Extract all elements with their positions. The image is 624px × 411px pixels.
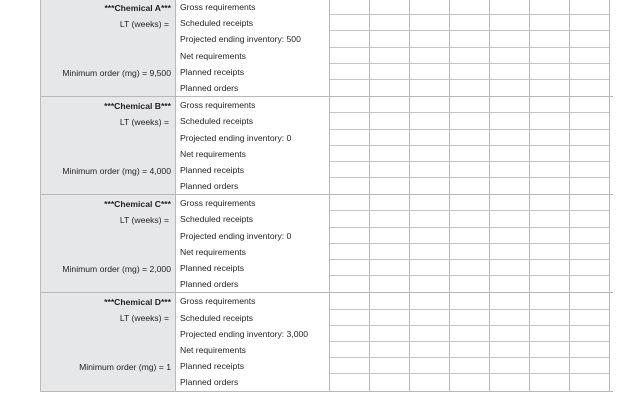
week-cell[interactable] [490, 130, 530, 146]
week-cell[interactable] [530, 146, 570, 162]
week-cell[interactable] [450, 113, 490, 129]
chemical-name: ***Chemical D*** [104, 297, 171, 308]
week-cell[interactable] [530, 293, 570, 309]
row-label: Gross requirements [176, 293, 330, 309]
week-cell[interactable] [370, 228, 410, 244]
week-cell[interactable] [450, 31, 490, 47]
week-cell[interactable] [410, 130, 450, 146]
lead-time-label: LT (weeks) = [119, 19, 169, 29]
week-cell[interactable] [570, 326, 610, 342]
week-cell[interactable] [490, 178, 530, 194]
week-cell[interactable] [410, 80, 450, 96]
week-cell[interactable] [330, 130, 370, 146]
week-cell[interactable] [570, 293, 610, 309]
mrp-worksheet [40, 0, 613, 392]
week-cell[interactable] [450, 146, 490, 162]
week-cell[interactable] [410, 358, 450, 374]
week-cell[interactable] [370, 130, 410, 146]
chemical-block-a [40, 0, 613, 97]
week-cell[interactable] [410, 374, 450, 390]
week-cell[interactable] [450, 342, 490, 358]
mrp-row [176, 228, 613, 244]
week-cell[interactable] [370, 162, 410, 178]
row-label: Projected ending inventory: 0 [176, 228, 330, 244]
mrp-row [176, 211, 613, 227]
week-cell[interactable] [450, 80, 490, 96]
week-cell[interactable] [570, 342, 610, 358]
week-cell[interactable] [330, 80, 370, 96]
row-label: Projected ending inventory: 500 [176, 31, 330, 47]
week-cell[interactable] [450, 228, 490, 244]
week-cell[interactable] [450, 260, 490, 276]
chemical-info-c [40, 195, 176, 292]
row-label: Planned receipts [176, 64, 330, 80]
minimum-order-label: Minimum order (mg) = 4,000 [62, 166, 171, 177]
week-cell[interactable] [410, 162, 450, 178]
week-cell[interactable] [490, 162, 530, 178]
week-cell[interactable] [490, 228, 530, 244]
week-cell[interactable] [370, 64, 410, 80]
week-cell[interactable] [530, 162, 570, 178]
week-cell[interactable] [370, 48, 410, 64]
week-cell[interactable] [450, 276, 490, 292]
week-cell[interactable] [370, 0, 410, 15]
week-cell[interactable] [450, 374, 490, 390]
week-cell[interactable] [490, 31, 530, 47]
week-cell[interactable] [410, 211, 450, 227]
mrp-rows [176, 0, 613, 96]
week-cell[interactable] [330, 162, 370, 178]
mrp-row [176, 358, 613, 374]
row-label: Scheduled receipts [176, 211, 330, 227]
row-label: Planned orders [176, 178, 330, 194]
mrp-row [176, 276, 613, 292]
row-label: Planned receipts [176, 162, 330, 178]
week-cell[interactable] [330, 211, 370, 227]
lead-time-label: LT (weeks) = [119, 117, 169, 128]
week-cell[interactable] [370, 80, 410, 96]
week-cell[interactable] [450, 162, 490, 178]
minimum-order-label: Minimum order (mg) = 2,000 [62, 264, 171, 275]
week-cell[interactable] [410, 64, 450, 80]
week-cell[interactable] [490, 374, 530, 390]
week-cell[interactable] [490, 0, 530, 15]
week-cell[interactable] [530, 15, 570, 31]
week-cell[interactable] [410, 15, 450, 31]
week-cell[interactable] [330, 326, 370, 342]
week-cell[interactable] [530, 178, 570, 194]
week-cell[interactable] [330, 310, 370, 326]
week-cell[interactable] [450, 326, 490, 342]
week-cell[interactable] [370, 178, 410, 194]
week-cell[interactable] [450, 310, 490, 326]
mrp-row [176, 195, 613, 211]
week-cell[interactable] [530, 228, 570, 244]
week-cell[interactable] [490, 97, 530, 113]
week-cell[interactable] [570, 211, 610, 227]
week-cell[interactable] [570, 146, 610, 162]
mrp-row [176, 48, 613, 64]
week-cell[interactable] [370, 260, 410, 276]
row-label: Planned receipts [176, 358, 330, 374]
minimum-order-label: Minimum order (mg) = 1 [79, 362, 171, 373]
week-cell[interactable] [530, 195, 570, 211]
week-cell[interactable] [530, 113, 570, 129]
mrp-row [176, 113, 613, 129]
week-cell[interactable] [330, 64, 370, 80]
week-cell[interactable] [370, 15, 410, 31]
chemical-block-c [40, 195, 613, 293]
week-cell[interactable] [570, 228, 610, 244]
week-cell[interactable] [570, 260, 610, 276]
week-cell[interactable] [570, 358, 610, 374]
week-cell[interactable] [450, 97, 490, 113]
mrp-row [176, 130, 613, 146]
row-label: Scheduled receipts [176, 113, 330, 129]
week-cell[interactable] [370, 113, 410, 129]
week-cell[interactable] [450, 15, 490, 31]
week-cell[interactable] [530, 80, 570, 96]
week-cell[interactable] [530, 342, 570, 358]
mrp-row [176, 31, 613, 47]
week-cell[interactable] [330, 358, 370, 374]
week-cell[interactable] [450, 130, 490, 146]
week-cell[interactable] [330, 97, 370, 113]
week-cell[interactable] [330, 342, 370, 358]
row-label: Planned orders [176, 374, 330, 390]
week-cell[interactable] [330, 244, 370, 260]
row-label: Scheduled receipts [176, 15, 330, 31]
week-cell[interactable] [570, 195, 610, 211]
week-cell[interactable] [490, 211, 530, 227]
mrp-row [176, 146, 613, 162]
week-cell[interactable] [410, 48, 450, 64]
mrp-row [176, 97, 613, 113]
week-cell[interactable] [410, 260, 450, 276]
week-cell[interactable] [410, 276, 450, 292]
chemical-info-b [40, 97, 176, 194]
week-cell[interactable] [330, 113, 370, 129]
mrp-row [176, 310, 613, 326]
chemical-name: ***Chemical B*** [104, 101, 171, 112]
row-label: Gross requirements [176, 0, 330, 15]
mrp-rows [176, 97, 613, 194]
week-cell[interactable] [490, 80, 530, 96]
week-cell[interactable] [490, 15, 530, 31]
week-cell[interactable] [330, 48, 370, 64]
week-cell[interactable] [450, 0, 490, 15]
lead-time-label: LT (weeks) = [119, 313, 169, 324]
week-cell[interactable] [570, 80, 610, 96]
row-label: Projected ending inventory: 0 [176, 130, 330, 146]
mrp-rows [176, 195, 613, 292]
week-cell[interactable] [490, 244, 530, 260]
week-cell[interactable] [570, 113, 610, 129]
week-cell[interactable] [570, 97, 610, 113]
mrp-row [176, 64, 613, 80]
week-cell[interactable] [490, 260, 530, 276]
mrp-row [176, 162, 613, 178]
week-cell[interactable] [330, 374, 370, 390]
week-cell[interactable] [530, 244, 570, 260]
week-cell[interactable] [370, 244, 410, 260]
week-cell[interactable] [490, 113, 530, 129]
mrp-row [176, 260, 613, 276]
mrp-row [176, 293, 613, 309]
row-label: Net requirements [176, 342, 330, 358]
week-cell[interactable] [330, 146, 370, 162]
week-cell[interactable] [530, 64, 570, 80]
week-cell[interactable] [370, 293, 410, 309]
week-cell[interactable] [490, 293, 530, 309]
week-cell[interactable] [410, 293, 450, 309]
week-cell[interactable] [490, 48, 530, 64]
week-cell[interactable] [530, 31, 570, 47]
row-label: Planned orders [176, 276, 330, 292]
week-cell[interactable] [530, 326, 570, 342]
chemical-block-d [40, 293, 613, 391]
row-label: Projected ending inventory: 3,000 [176, 326, 330, 342]
row-label: Planned orders [176, 80, 330, 96]
mrp-row [176, 342, 613, 358]
row-label: Net requirements [176, 146, 330, 162]
week-cell[interactable] [330, 293, 370, 309]
mrp-row [176, 0, 613, 15]
mrp-row [176, 15, 613, 31]
week-cell[interactable] [530, 260, 570, 276]
week-cell[interactable] [370, 31, 410, 47]
week-cell[interactable] [570, 48, 610, 64]
week-cell[interactable] [450, 211, 490, 227]
week-cell[interactable] [370, 326, 410, 342]
week-cell[interactable] [370, 146, 410, 162]
mrp-row [176, 80, 613, 96]
week-cell[interactable] [570, 244, 610, 260]
week-cell[interactable] [410, 310, 450, 326]
week-cell[interactable] [490, 326, 530, 342]
week-cell[interactable] [530, 211, 570, 227]
mrp-row [176, 244, 613, 260]
week-cell[interactable] [330, 260, 370, 276]
week-cell[interactable] [330, 15, 370, 31]
week-cell[interactable] [410, 228, 450, 244]
week-cell[interactable] [490, 342, 530, 358]
mrp-row [176, 326, 613, 342]
week-cell[interactable] [490, 64, 530, 80]
week-cell[interactable] [370, 374, 410, 390]
week-cell[interactable] [370, 195, 410, 211]
mrp-rows [176, 293, 613, 390]
week-cell[interactable] [410, 0, 450, 15]
week-cell[interactable] [570, 31, 610, 47]
week-cell[interactable] [450, 64, 490, 80]
week-cell[interactable] [570, 130, 610, 146]
week-cell[interactable] [370, 342, 410, 358]
week-cell[interactable] [330, 178, 370, 194]
chemical-info-d [40, 293, 176, 390]
week-cell[interactable] [570, 162, 610, 178]
week-cell[interactable] [490, 310, 530, 326]
minimum-order-label: Minimum order (mg) = 9,500 [62, 68, 171, 78]
week-cell[interactable] [530, 130, 570, 146]
week-cell[interactable] [490, 195, 530, 211]
week-cell[interactable] [570, 64, 610, 80]
mrp-row [176, 374, 613, 390]
week-cell[interactable] [450, 178, 490, 194]
week-cell[interactable] [530, 374, 570, 390]
week-cell[interactable] [410, 342, 450, 358]
week-cell[interactable] [410, 97, 450, 113]
week-cell[interactable] [530, 97, 570, 113]
lead-time-label: LT (weeks) = [119, 215, 169, 226]
week-cell[interactable] [330, 276, 370, 292]
week-cell[interactable] [530, 48, 570, 64]
week-cell[interactable] [530, 310, 570, 326]
week-cell[interactable] [370, 97, 410, 113]
row-label: Gross requirements [176, 195, 330, 211]
week-cell[interactable] [410, 178, 450, 194]
week-cell[interactable] [410, 244, 450, 260]
week-cell[interactable] [410, 146, 450, 162]
week-cell[interactable] [370, 211, 410, 227]
chemical-name: ***Chemical A*** [104, 3, 171, 13]
week-cell[interactable] [530, 358, 570, 374]
week-cell[interactable] [530, 276, 570, 292]
week-cell[interactable] [450, 358, 490, 374]
week-cell[interactable] [490, 276, 530, 292]
week-cell[interactable] [330, 228, 370, 244]
week-cell[interactable] [370, 276, 410, 292]
row-label: Planned receipts [176, 260, 330, 276]
week-cell[interactable] [370, 358, 410, 374]
row-label: Gross requirements [176, 97, 330, 113]
week-cell[interactable] [570, 276, 610, 292]
week-cell[interactable] [490, 358, 530, 374]
week-cell[interactable] [410, 195, 450, 211]
week-cell[interactable] [570, 374, 610, 390]
row-label: Scheduled receipts [176, 310, 330, 326]
week-cell[interactable] [410, 113, 450, 129]
chemical-info-a [40, 0, 176, 96]
week-cell[interactable] [330, 0, 370, 15]
week-cell[interactable] [410, 326, 450, 342]
week-cell[interactable] [530, 0, 570, 15]
week-cell[interactable] [570, 310, 610, 326]
chemical-name: ***Chemical C*** [104, 199, 171, 210]
week-cell[interactable] [490, 146, 530, 162]
row-label: Net requirements [176, 48, 330, 64]
week-cell[interactable] [450, 195, 490, 211]
week-cell[interactable] [570, 178, 610, 194]
week-cell[interactable] [450, 48, 490, 64]
mrp-row [176, 178, 613, 194]
week-cell[interactable] [370, 310, 410, 326]
week-cell[interactable] [450, 293, 490, 309]
chemical-block-b [40, 97, 613, 195]
week-cell[interactable] [570, 0, 610, 15]
week-cell[interactable] [330, 195, 370, 211]
week-cell[interactable] [570, 15, 610, 31]
week-cell[interactable] [450, 244, 490, 260]
row-label: Net requirements [176, 244, 330, 260]
week-cell[interactable] [330, 31, 370, 47]
week-cell[interactable] [410, 31, 450, 47]
